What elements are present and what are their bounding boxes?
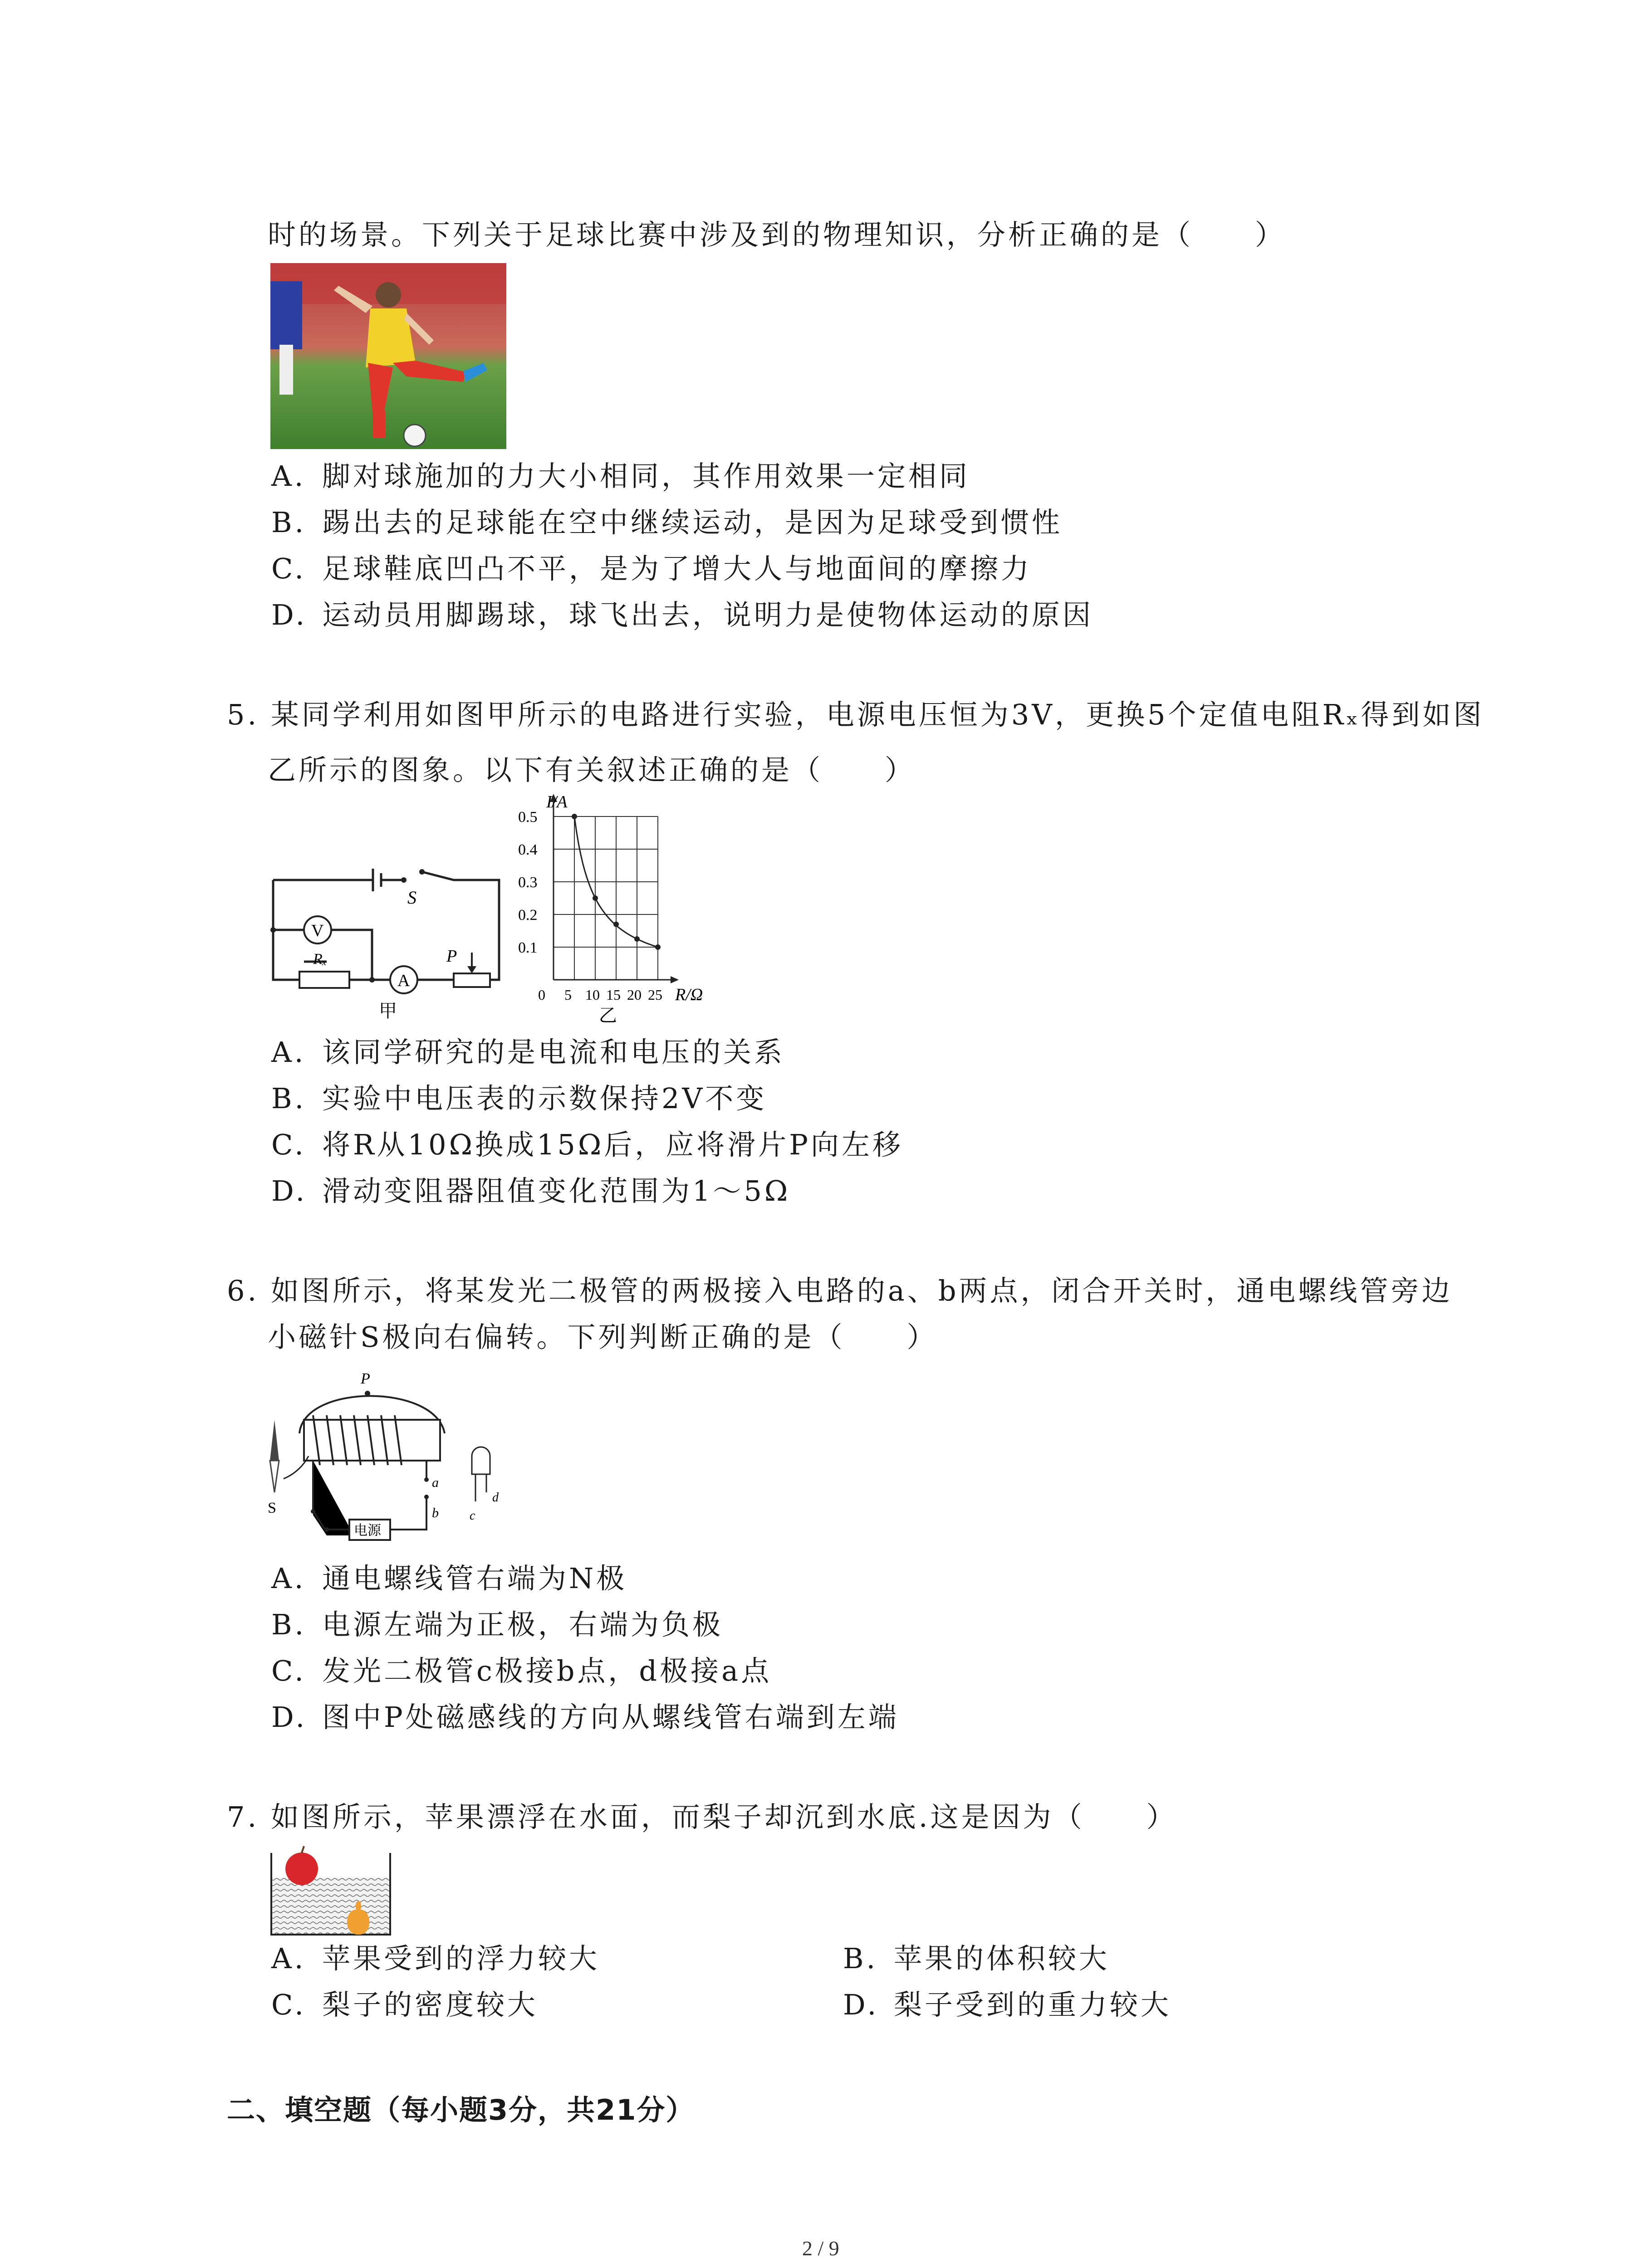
q7-option-c: C. 梨子的密度较大	[271, 1988, 539, 2021]
s-label: S	[268, 1500, 276, 1516]
fruit-beaker-figure	[268, 1844, 395, 1939]
voltmeter-label: V	[311, 921, 324, 940]
graph-ylabel: I/A	[546, 792, 568, 811]
data-point	[634, 936, 640, 942]
section-heading: 二、填空题（每小题3分，共21分）	[227, 2093, 695, 2126]
c-label: c	[470, 1509, 475, 1523]
data-point	[593, 895, 598, 901]
graph-xlabel: R/Ω	[675, 985, 703, 1004]
x-tick-label: 0	[538, 987, 545, 1003]
x-tick-label: 20	[627, 987, 642, 1003]
q5-option-d: D. 滑动变阻器阻值变化范围为1～5Ω	[271, 1174, 791, 1207]
q5-stem-line1: 5. 某同学利用如图甲所示的电路进行实验，电源电压恒为3V，更换5个定值电阻Rₓ得到如图	[227, 698, 1484, 731]
q6-stem-line2: 小磁针S极向右偏转。下列判断正确的是（ ）	[268, 1320, 938, 1354]
data-point	[655, 944, 661, 950]
led-icon	[472, 1447, 490, 1474]
solenoid-diagram	[263, 1365, 517, 1556]
q7-option-d: D. 梨子受到的重力较大	[843, 1988, 1172, 2021]
current-resistance-graph	[508, 789, 730, 1030]
x-tick-label: 5	[564, 987, 572, 1003]
football-photo	[270, 263, 506, 449]
q5-option-a: A. 该同学研究的是电流和电压的关系	[271, 1036, 785, 1069]
switch-label: S	[407, 887, 416, 908]
q4-stem-tail: 时的场景。下列关于足球比赛中涉及到的物理知识，分析正确的是（ ）	[268, 218, 1286, 251]
q4-option-a: A. 脚对球施加的力大小相同，其作用效果一定相同	[271, 459, 970, 493]
q7-stem: 7. 如图所示，苹果漂浮在水面，而梨子却沉到水底.这是因为（ ）	[227, 1800, 1177, 1833]
q6-stem-line1: 6. 如图所示，将某发光二极管的两极接入电路的a、b两点，闭合开关时，通电螺线管旁边	[227, 1274, 1453, 1307]
b-label: b	[432, 1505, 439, 1520]
q6-option-d: D. 图中P处磁感线的方向从螺线管右端到左端	[271, 1701, 899, 1734]
q4-option-b: B. 踢出去的足球能在空中继续运动，是因为足球受到惯性	[271, 506, 1063, 539]
q5-option-c: C. 将R从10Ω换成15Ω后，应将滑片P向左移	[271, 1128, 903, 1161]
x-axis-arrow	[671, 976, 679, 983]
a-label: a	[432, 1475, 439, 1490]
ammeter-label: A	[397, 971, 410, 990]
x-tick-label: 10	[585, 987, 600, 1003]
p-label: P	[361, 1370, 370, 1387]
q4-option-d: D. 运动员用脚踢球，球飞出去，说明力是使物体运动的原因	[271, 598, 1094, 631]
slider-label: P	[446, 947, 457, 966]
q5-option-b: B. 实验中电压表的示数保持2V不变	[271, 1082, 767, 1115]
y-tick-label: 0.1	[518, 939, 538, 956]
q6-option-a: A. 通电螺线管右端为N极	[271, 1562, 627, 1595]
q6-option-b: B. 电源左端为正极，右端为负极	[271, 1608, 724, 1641]
y-tick-label: 0.2	[518, 907, 538, 924]
data-point	[572, 814, 577, 819]
x-tick-label: 15	[606, 987, 621, 1003]
power-source-label: 电源	[354, 1523, 381, 1538]
circuit-caption: 甲	[379, 1001, 397, 1021]
q5-stem-line2: 乙所示的图象。以下有关叙述正确的是（ ）	[268, 753, 916, 787]
apple-icon	[285, 1853, 318, 1885]
page-number: 2 / 9	[802, 2237, 839, 2260]
graph-caption: 乙	[599, 1005, 617, 1026]
q6-option-c: C. 发光二极管c极接b点，d极接a点	[271, 1654, 772, 1687]
compass-needle	[270, 1420, 279, 1461]
q7-option-b: B. 苹果的体积较大	[843, 1942, 1110, 1975]
q4-option-c: C. 足球鞋底凹凸不平，是为了增大人与地面间的摩擦力	[271, 552, 1032, 585]
x-tick-label: 25	[648, 987, 662, 1003]
y-tick-label: 0.4	[518, 841, 538, 858]
q7-option-a: A. 苹果受到的浮力较大	[271, 1942, 600, 1975]
d-label: d	[492, 1491, 499, 1505]
circuit-diagram-jia	[268, 853, 513, 1025]
y-tick-label: 0.5	[518, 809, 538, 826]
y-tick-label: 0.3	[518, 874, 538, 891]
data-point	[613, 922, 619, 927]
resistor-label: Rₓ	[313, 951, 327, 968]
